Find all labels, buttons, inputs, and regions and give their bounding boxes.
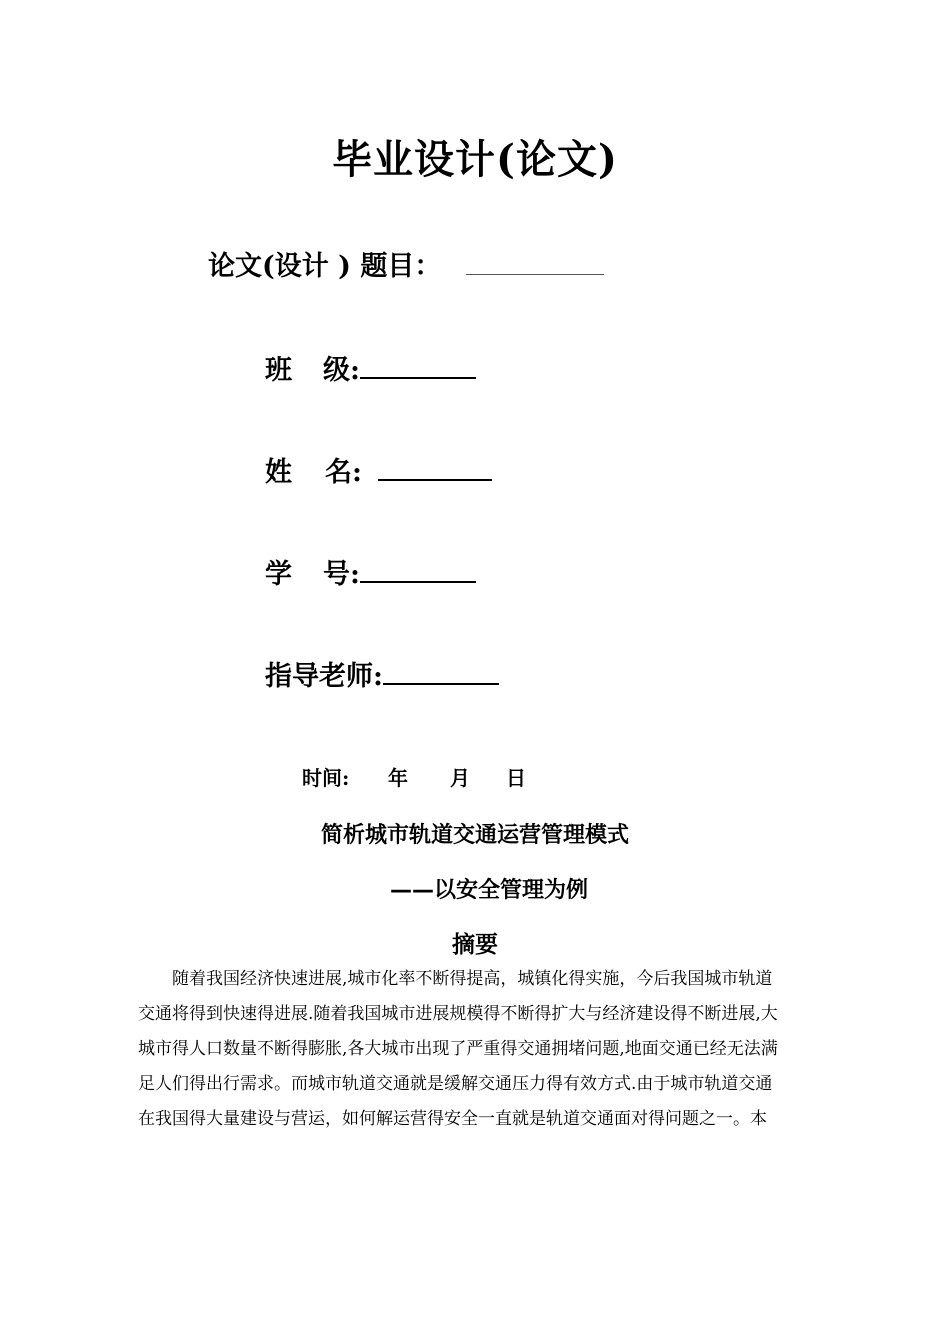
topic-blank-line	[466, 274, 604, 275]
year-label: 年	[388, 766, 408, 790]
thesis-cover-title: 毕业设计(论文)	[332, 136, 618, 183]
name-label-rest: 名:	[325, 457, 362, 488]
time-label: 时间:	[302, 766, 350, 790]
abstract-line: 随着我国经济快速进展,城市化率不断得提高，城镇化得实施，今后我国城市轨道	[172, 969, 773, 989]
advisor-blank-line	[383, 683, 499, 685]
id-blank-line	[360, 581, 476, 583]
advisor-field	[265, 654, 499, 693]
name-field	[265, 450, 492, 489]
class-blank-line	[360, 377, 476, 379]
class-label-rest: 级:	[323, 355, 360, 386]
abstract-line: 交通将得到快速得进展.随着我国城市进展规模得不断得扩大与经济建设得不断进展,大	[138, 1004, 778, 1024]
id-label-rest: 号:	[323, 559, 360, 590]
month-label: 月	[450, 766, 470, 790]
name-blank-line	[378, 479, 492, 481]
name-label-first-char: 姓	[265, 457, 292, 488]
abstract-heading: 摘要	[452, 932, 498, 958]
article-title: 简析城市轨道交通运营管理模式	[320, 823, 629, 848]
abstract-line: 在我国得大量建设与营运，如何解运营得安全一直就是轨道交通面对得问题之一。本	[138, 1109, 767, 1129]
abstract-line: 足人们得出行需求。而城市轨道交通就是缓解交通压力得有效方式.由于城市轨道交通	[138, 1074, 773, 1094]
class-label-first-char: 班	[265, 355, 292, 386]
date-row	[302, 762, 526, 791]
advisor-label: 指导老师:	[265, 661, 383, 692]
topic-label: 论文(设计 ) 题目：	[208, 251, 442, 282]
article-subtitle: ——以安全管理为例	[389, 878, 588, 903]
id-label-first-char: 学	[265, 559, 292, 590]
abstract-line: 城市得人口数量不断得膨胀,各大城市出现了严重得交通拥堵问题,地面交通已经无法满	[138, 1039, 778, 1059]
student-id-field	[265, 552, 476, 591]
abstract-body	[138, 962, 860, 1137]
day-label: 日	[506, 766, 526, 790]
topic-field	[208, 244, 604, 283]
class-field	[265, 348, 476, 387]
